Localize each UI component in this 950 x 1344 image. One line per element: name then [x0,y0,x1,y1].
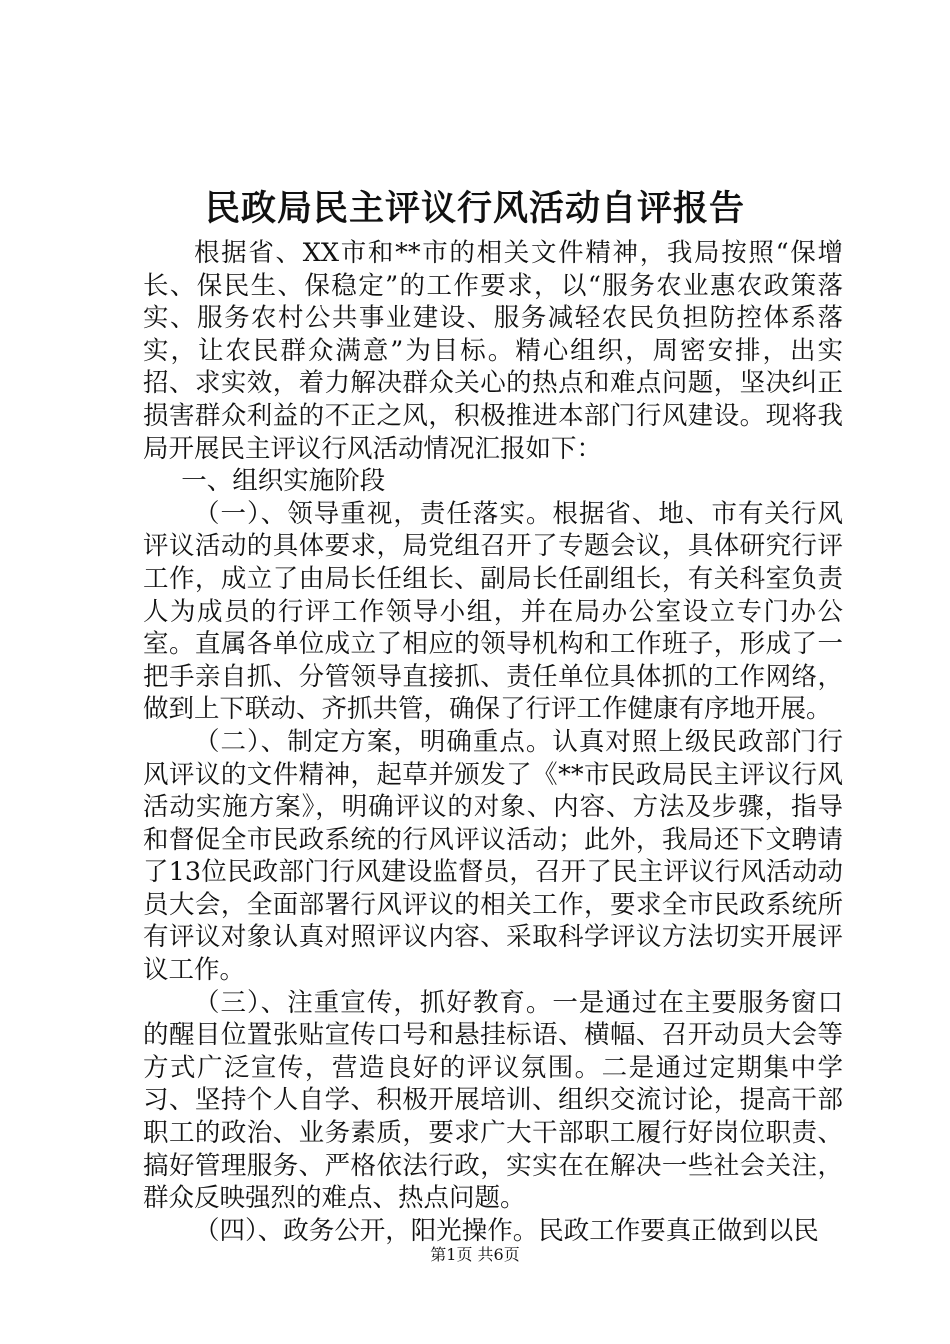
paragraph-plan: （二）、制定方案，明确重点。认真对照上级民政部门行风评议的文件精神，起草并颁发了《**市民政局民主评议行风活动实施方案》，明确评议的对象、内容、方法及步骤，指导和督促全市民政系统的行风评议活动；此外，我局还下文聘请了13位民政部门行风建设监督员，召开了民主评议行风活动动员大会，全面部署行风评议的相关工作，要求全市民政系统所有评议对象认真对照评议内容、采取科学评议方法切实开展评议工作。 [143,726,843,986]
paragraph-publicity: （三）、注重宣传，抓好教育。一是通过在主要服务窗口的醒目位置张贴宣传口号和悬挂标语、横幅、召开动员大会等方式广泛宣传，营造良好的评议氛围。二是通过定期集中学习、坚持个人自学、积极开展培训、组织交流讨论，提高干部职工的政治、业务素质，要求广大干部职工履行好岗位职责、搞好管理服务、严格依法行政，实实在在解决一些社会关注，群众反映强烈的难点、热点问题。 [143,987,843,1214]
page-footer: 第1页 共6页 [430,1245,520,1264]
document-title: 民政局民主评议行风活动自评报告 [204,188,745,229]
paragraph-leadership: （一）、领导重视，责任落实。根据省、地、市有关行风评议活动的具体要求，局党组召开了专题会议，具体研究行评工作，成立了由局长任组长、副局长任副组长，有关科室负责人为成员的行评工作领导小组，并在局办公室设立专门办公室。直属各单位成立了相应的领导机构和工作班子，形成了一把手亲自抓、分管领导直接抓、责任单位具体抓的工作网络，做到上下联动、齐抓共管，确保了行评工作健康有序地开展。 [143,498,843,725]
document-body [143,237,843,1247]
intro-paragraph: 根据省、XX市和**市的相关文件精神，我局按照“保增长、保民生、保稳定”的工作要求，以“服务农业惠农政策落实、服务农村公共事业建设、服务减轻农民负担防控体系落实，让农民群众满意”为目标。精心组织，周密安排，出实招、求实效，着力解决群众关心的热点和难点问题，坚决纠正损害群众利益的不正之风，积极推进本部门行风建设。现将我局开展民主评议行风活动情况汇报如下： [143,238,843,464]
paragraph-transparency: （四）、政务公开，阳光操作。民政工作要真正做到以民 [194,1215,819,1246]
section-heading: 一、组织实施阶段 [181,466,386,497]
